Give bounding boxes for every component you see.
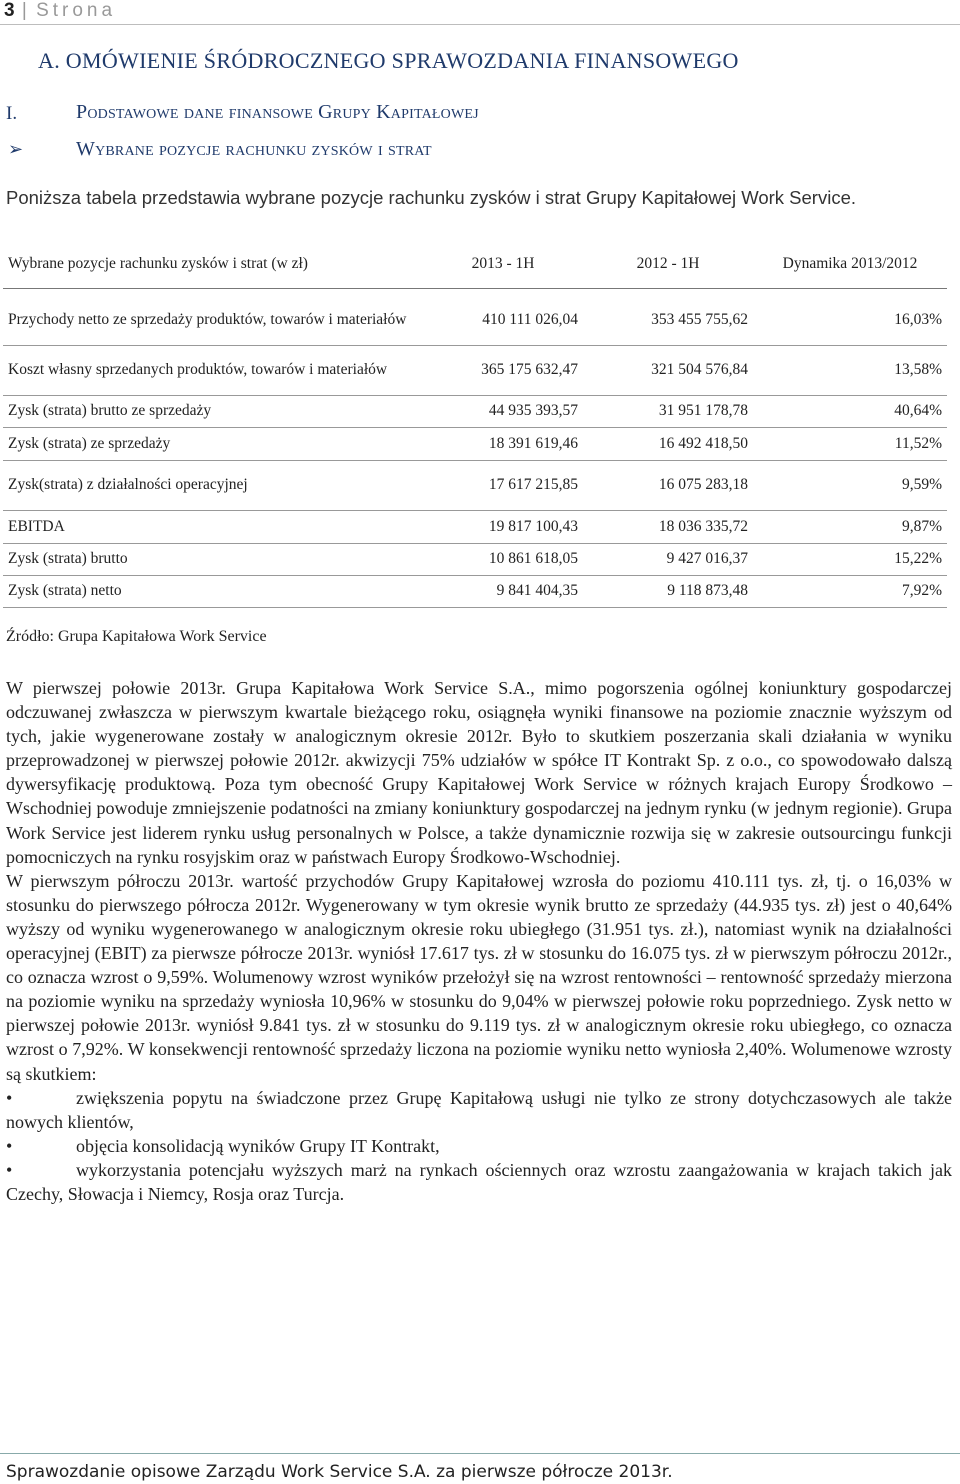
value-dynamics: 9,87% [753,510,947,543]
paragraph-2: W pierwszym półroczu 2013r. wartość przychodów Grupy Kapitałowej wzrosła do poziomu 410.111 tys. zł, tj. o 16,03% w stosunku do pierwszego półrocza 2012r. Wygenerowany w tym okresie wynik brutto ze sprzedaży (44.935 tys. zł) jest o 40,64% wyższy od wyniku wygenerowanego w analogicznym okresie roku ubiegłego (31.951 tys. zł.), natomiast wynik na działalności operacyjnej (EBIT) za pierwsze półrocze 2013r. wyniósł 17.617 tys. zł w stosunku do 16.075 tys. zł w pierwszym półroczu 2012r., co oznacza wzrost o 9,59%. Wolumenowy wzrost wyników przełożył się na wzrost rentowności – rentowność sprzedaży mierzona na poziomie wyniku na sprzedaży wyniosła 10,96% w stosunku do 9,04% w pierwszej połowie roku poprzedniego. Zysk netto w pierwszej połowie 2013r. wyniósł 9.841 tys. zł w stosunku do 9.119 tys. zł w analogicznym okresie roku ubiegłego, co oznacza wzrost o 7,92%. W konsekwencji rentowność sprzedaży liczona na poziomie wyniku netto wyniosła 2,40%. Wolumenowe wzrosty są skutkiem: [6,870,952,1084]
value-dynamics: 16,03% [753,295,947,345]
bullet-item-2 [6,1134,952,1158]
row-label: Zysk (strata) ze sprzedaży [3,427,423,460]
col-header-dynamics: Dynamika 2013/2012 [753,240,947,289]
table-header-row [3,240,947,289]
value-dynamics: 40,64% [753,395,947,427]
value-2012: 16 492 418,50 [583,427,753,460]
footer-rule [0,1453,960,1454]
table-row [3,460,947,510]
row-label: Zysk (strata) brutto ze sprzedaży [3,395,423,427]
value-2013: 44 935 393,57 [423,395,583,427]
value-2013: 17 617 215,85 [423,460,583,510]
col-header-item: Wybrane pozycje rachunku zysków i strat (w zł) [3,240,423,289]
table-row [3,543,947,575]
row-label: Przychody netto ze sprzedaży produktów, towarów i materiałów [3,295,423,345]
table-row [3,345,947,395]
value-2012: 9 118 873,48 [583,575,753,607]
value-2012: 16 075 283,18 [583,460,753,510]
table-row [3,427,947,460]
value-2013: 18 391 619,46 [423,427,583,460]
value-2012: 9 427 016,37 [583,543,753,575]
arrow-bullet-icon: ➢ [8,139,24,159]
col-header-2013: 2013 - 1H [423,240,583,289]
page-number-separator: | [21,0,27,21]
value-2012: 353 455 755,62 [583,295,753,345]
bullet-dot-icon: • [6,1159,13,1180]
body-text [6,676,952,1206]
row-label: Koszt własny sprzedanych produktów, towarów i materiałów [3,345,423,395]
section-i-number: I. [6,103,18,124]
bullet-text: zwiększenia popytu na świadczone przez Grupę Kapitałową usługi nie tylko ze strony dotychczasowych ale także nowych klientów, [6,1087,952,1132]
row-label: EBITDA [3,510,423,543]
bullet-text: objęcia konsolidacją wyników Grupy IT Kontrakt, [76,1135,440,1156]
table-row [3,395,947,427]
page-word: Strona [36,0,117,21]
bullet-dot-icon: • [6,1087,13,1108]
page-number-value: 3 [4,0,15,21]
row-label: Zysk (strata) brutto [3,543,423,575]
page-footer: Sprawozdanie opisowe Zarządu Work Service S.A. za pierwsze półrocze 2013r. [6,1462,673,1482]
value-dynamics: 15,22% [753,543,947,575]
section-a-heading: A. OMÓWIENIE ŚRÓDROCZNEGO SPRAWOZDANIA FINANSOWEGO [38,48,739,73]
header-rule [0,24,960,25]
value-2013: 9 841 404,35 [423,575,583,607]
paragraph-1: W pierwszej połowie 2013r. Grupa Kapitałowa Work Service S.A., mimo pogorszenia ogólnej koniunktury gospodarczej odczuwanej zwłaszcza w pierwszym kwartale bieżącego roku, osiągnęła wyniki finansowe na poziomie znacznie wyższym od tych, jakie wygenerowane zostały w analogicznym okresie 2012r. Było to skutkiem poszerzania skali działania w wyniku przeprowadzonej w pierwszej połowie 2012r. akwizycji 75% udziałów w spółce IT Kontrakt Sp. z o.o., co spowodowało dalszą dywersyfikację produktową. Poza tym obecność Grupy Kapitałowej Work Service w różnych krajach Europy Środkowo – Wschodniej powoduje zmniejszenie podatności na zmiany koniunktury gospodarczej na jednym rynku (w jednym regionie). Grupa Work Service jest liderem rynku usług personalnych w Polsce, a także dynamicznie rozwija się w zakresie outsourcingu funkcji pomocniczych na rynku rosyjskim oraz w państwach Europy Środkowo-Wschodniej. [6,678,952,867]
col-header-2012: 2012 - 1H [583,240,753,289]
row-label: Zysk (strata) netto [3,575,423,607]
page-number [4,0,116,22]
value-dynamics: 13,58% [753,345,947,395]
value-dynamics: 9,59% [753,460,947,510]
value-dynamics: 7,92% [753,575,947,607]
value-dynamics: 11,52% [753,427,947,460]
table-source-note: Źródło: Grupa Kapitałowa Work Service [6,628,267,645]
value-2012: 31 951 178,78 [583,395,753,427]
bullet-text: wykorzystania potencjału wyższych marż na rynkach ościennych oraz wzrostu zaangażowania w krajach takich jak Czechy, Słowacja i Niemcy, Rosja oraz Turcja. [6,1159,952,1204]
intro-text: Poniższa tabela przedstawia wybrane pozycje rachunku zysków i strat Grupy Kapitałowej Work Service. [6,187,857,208]
value-2013: 10 861 618,05 [423,543,583,575]
value-2013: 365 175 632,47 [423,345,583,395]
table-row [3,575,947,607]
bullet-item-3 [6,1158,952,1206]
financial-table [3,240,947,608]
section-i-heading: Podstawowe dane finansowe Grupy Kapitałowej [76,101,479,123]
value-2013: 19 817 100,43 [423,510,583,543]
table-row [3,295,947,345]
table-row [3,510,947,543]
bullet-item-1 [6,1086,952,1134]
bullet-dot-icon: • [6,1135,13,1156]
value-2012: 321 504 576,84 [583,345,753,395]
row-label: Zysk(strata) z działalności operacyjnej [3,460,423,510]
value-2012: 18 036 335,72 [583,510,753,543]
subsection-heading: Wybrane pozycje rachunku zysków i strat [76,138,432,160]
value-2013: 410 111 026,04 [423,295,583,345]
